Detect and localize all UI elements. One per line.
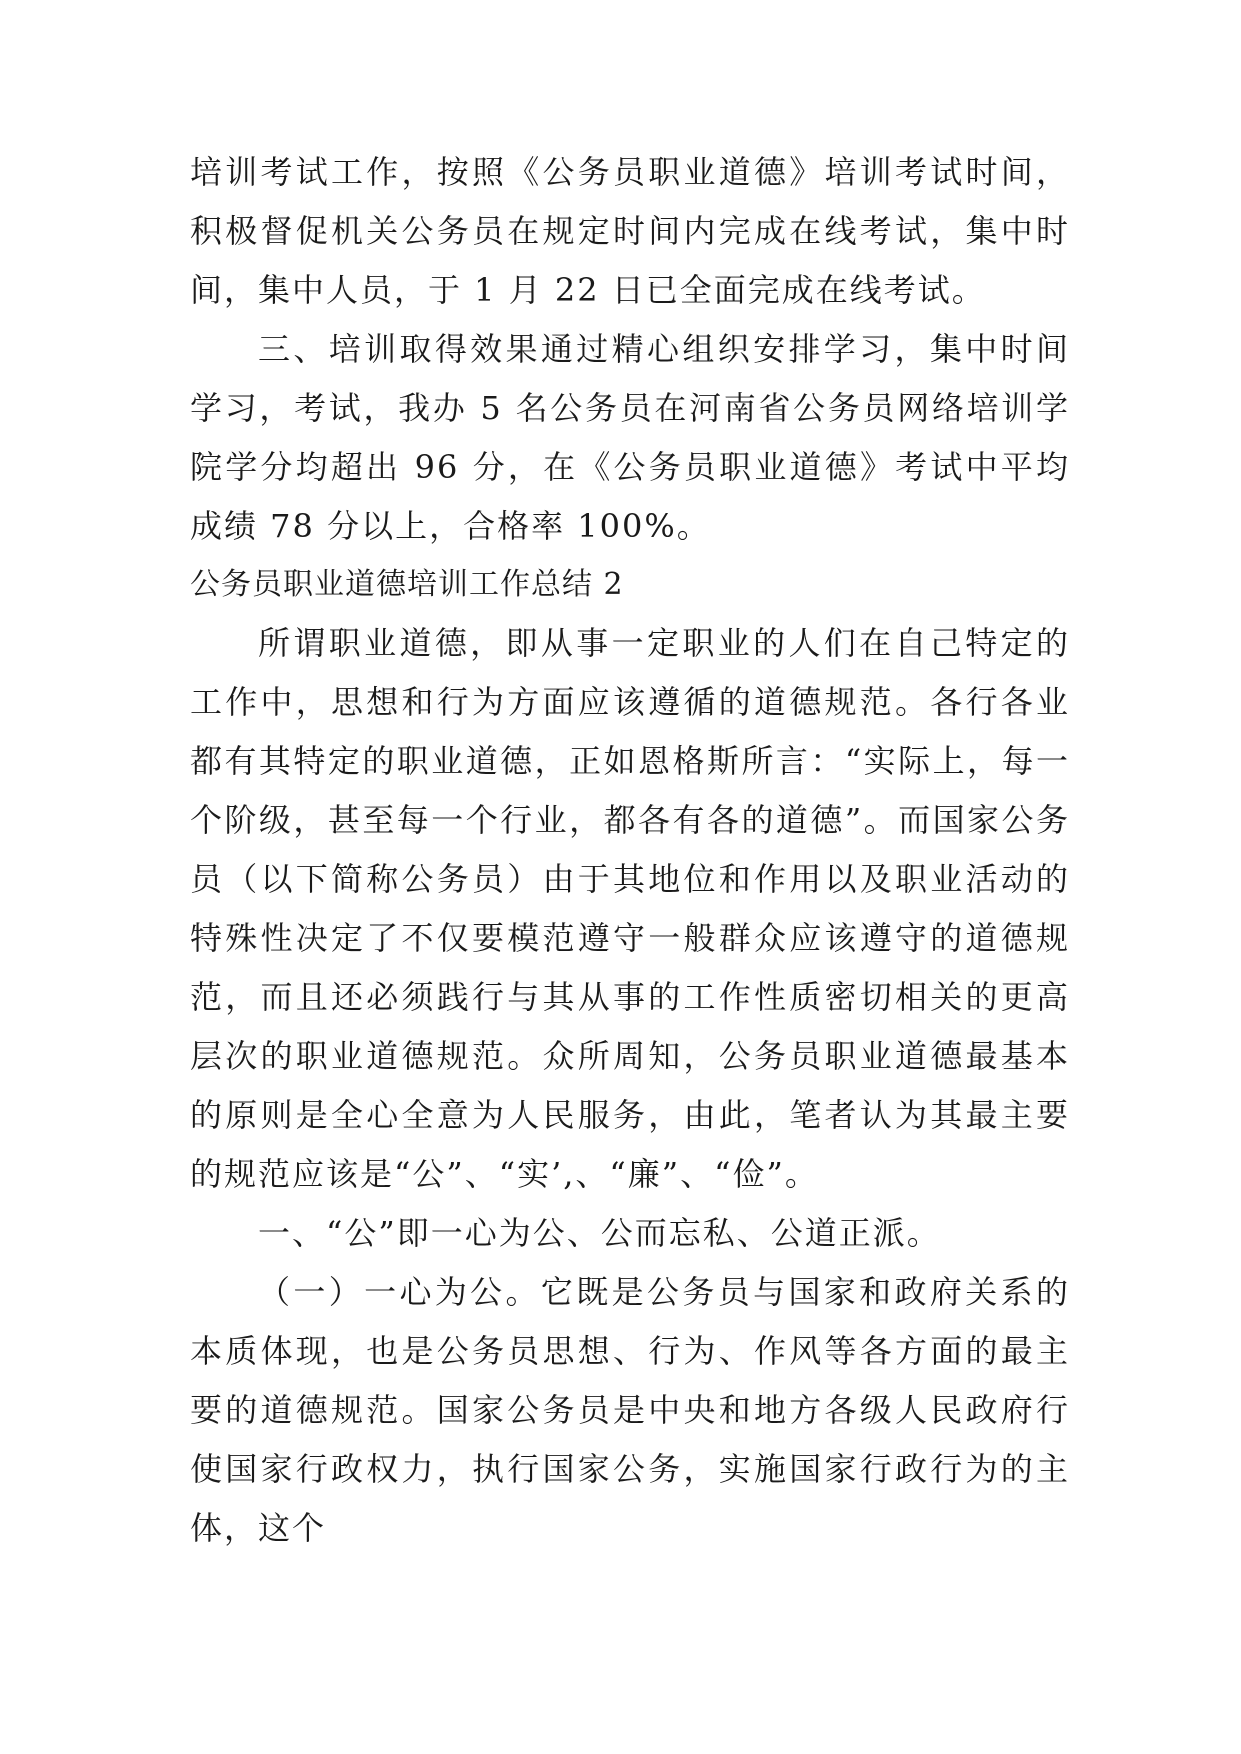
section-1 — [190, 143, 1070, 556]
section-title: 公务员职业道德培训工作总结 2 — [190, 567, 624, 602]
paragraph-exam-completion: 培训考试工作，按照《公务员职业道德》培训考试时间，积极督促机关公务员在规定时间内完成在线考试，集中时间，集中人员，于 1 月 22 日已全面完成在线考试。 — [190, 153, 1070, 309]
paragraph-intro: 所谓职业道德，即从事一定职业的人们在自己特定的工作中，思想和行为方面应该遵循的道德规范。各行各业都有其特定的职业道德，正如恩格斯所言：“实际上，每一个阶级，甚至每一个行业，都各有各的道德”。而国家公务员（以下简称公务员）由于其地位和作用以及职业活动的特殊性决定了不仅要模范遵守一般群众应该遵守的道德规范，而且还必须践行与其从事的工作性质密切相关的更高层次的职业道德规范。众所周知，公务员职业道德最基本的原则是全心全意为人民服务，由此，笔者认为其最主要的规范应该是“公”、“实’,、“廉”、“俭”。 — [190, 624, 1070, 1193]
paragraph-training-results: 三、培训取得效果通过精心组织安排学习，集中时间学习，考试，我办 5 名公务员在河南省公务员网络培训学院学分均超出 96 分，在《公务员职业道德》考试中平均成绩 78 分以上，合格率 100%。 — [190, 330, 1070, 545]
paragraph-point-one: 一、“公”即一心为公、公而忘私、公道正派。 — [258, 1214, 941, 1252]
section-2 — [190, 555, 1070, 1558]
paragraph-sub-point-one: （一）一心为公。它既是公务员与国家和政府关系的本质体现，也是公务员思想、行为、作风等各方面的最主要的道德规范。国家公务员是中央和地方各级人民政府行使国家行政权力，执行国家公务，实施国家行政行为的主体，这个 — [190, 1273, 1070, 1547]
